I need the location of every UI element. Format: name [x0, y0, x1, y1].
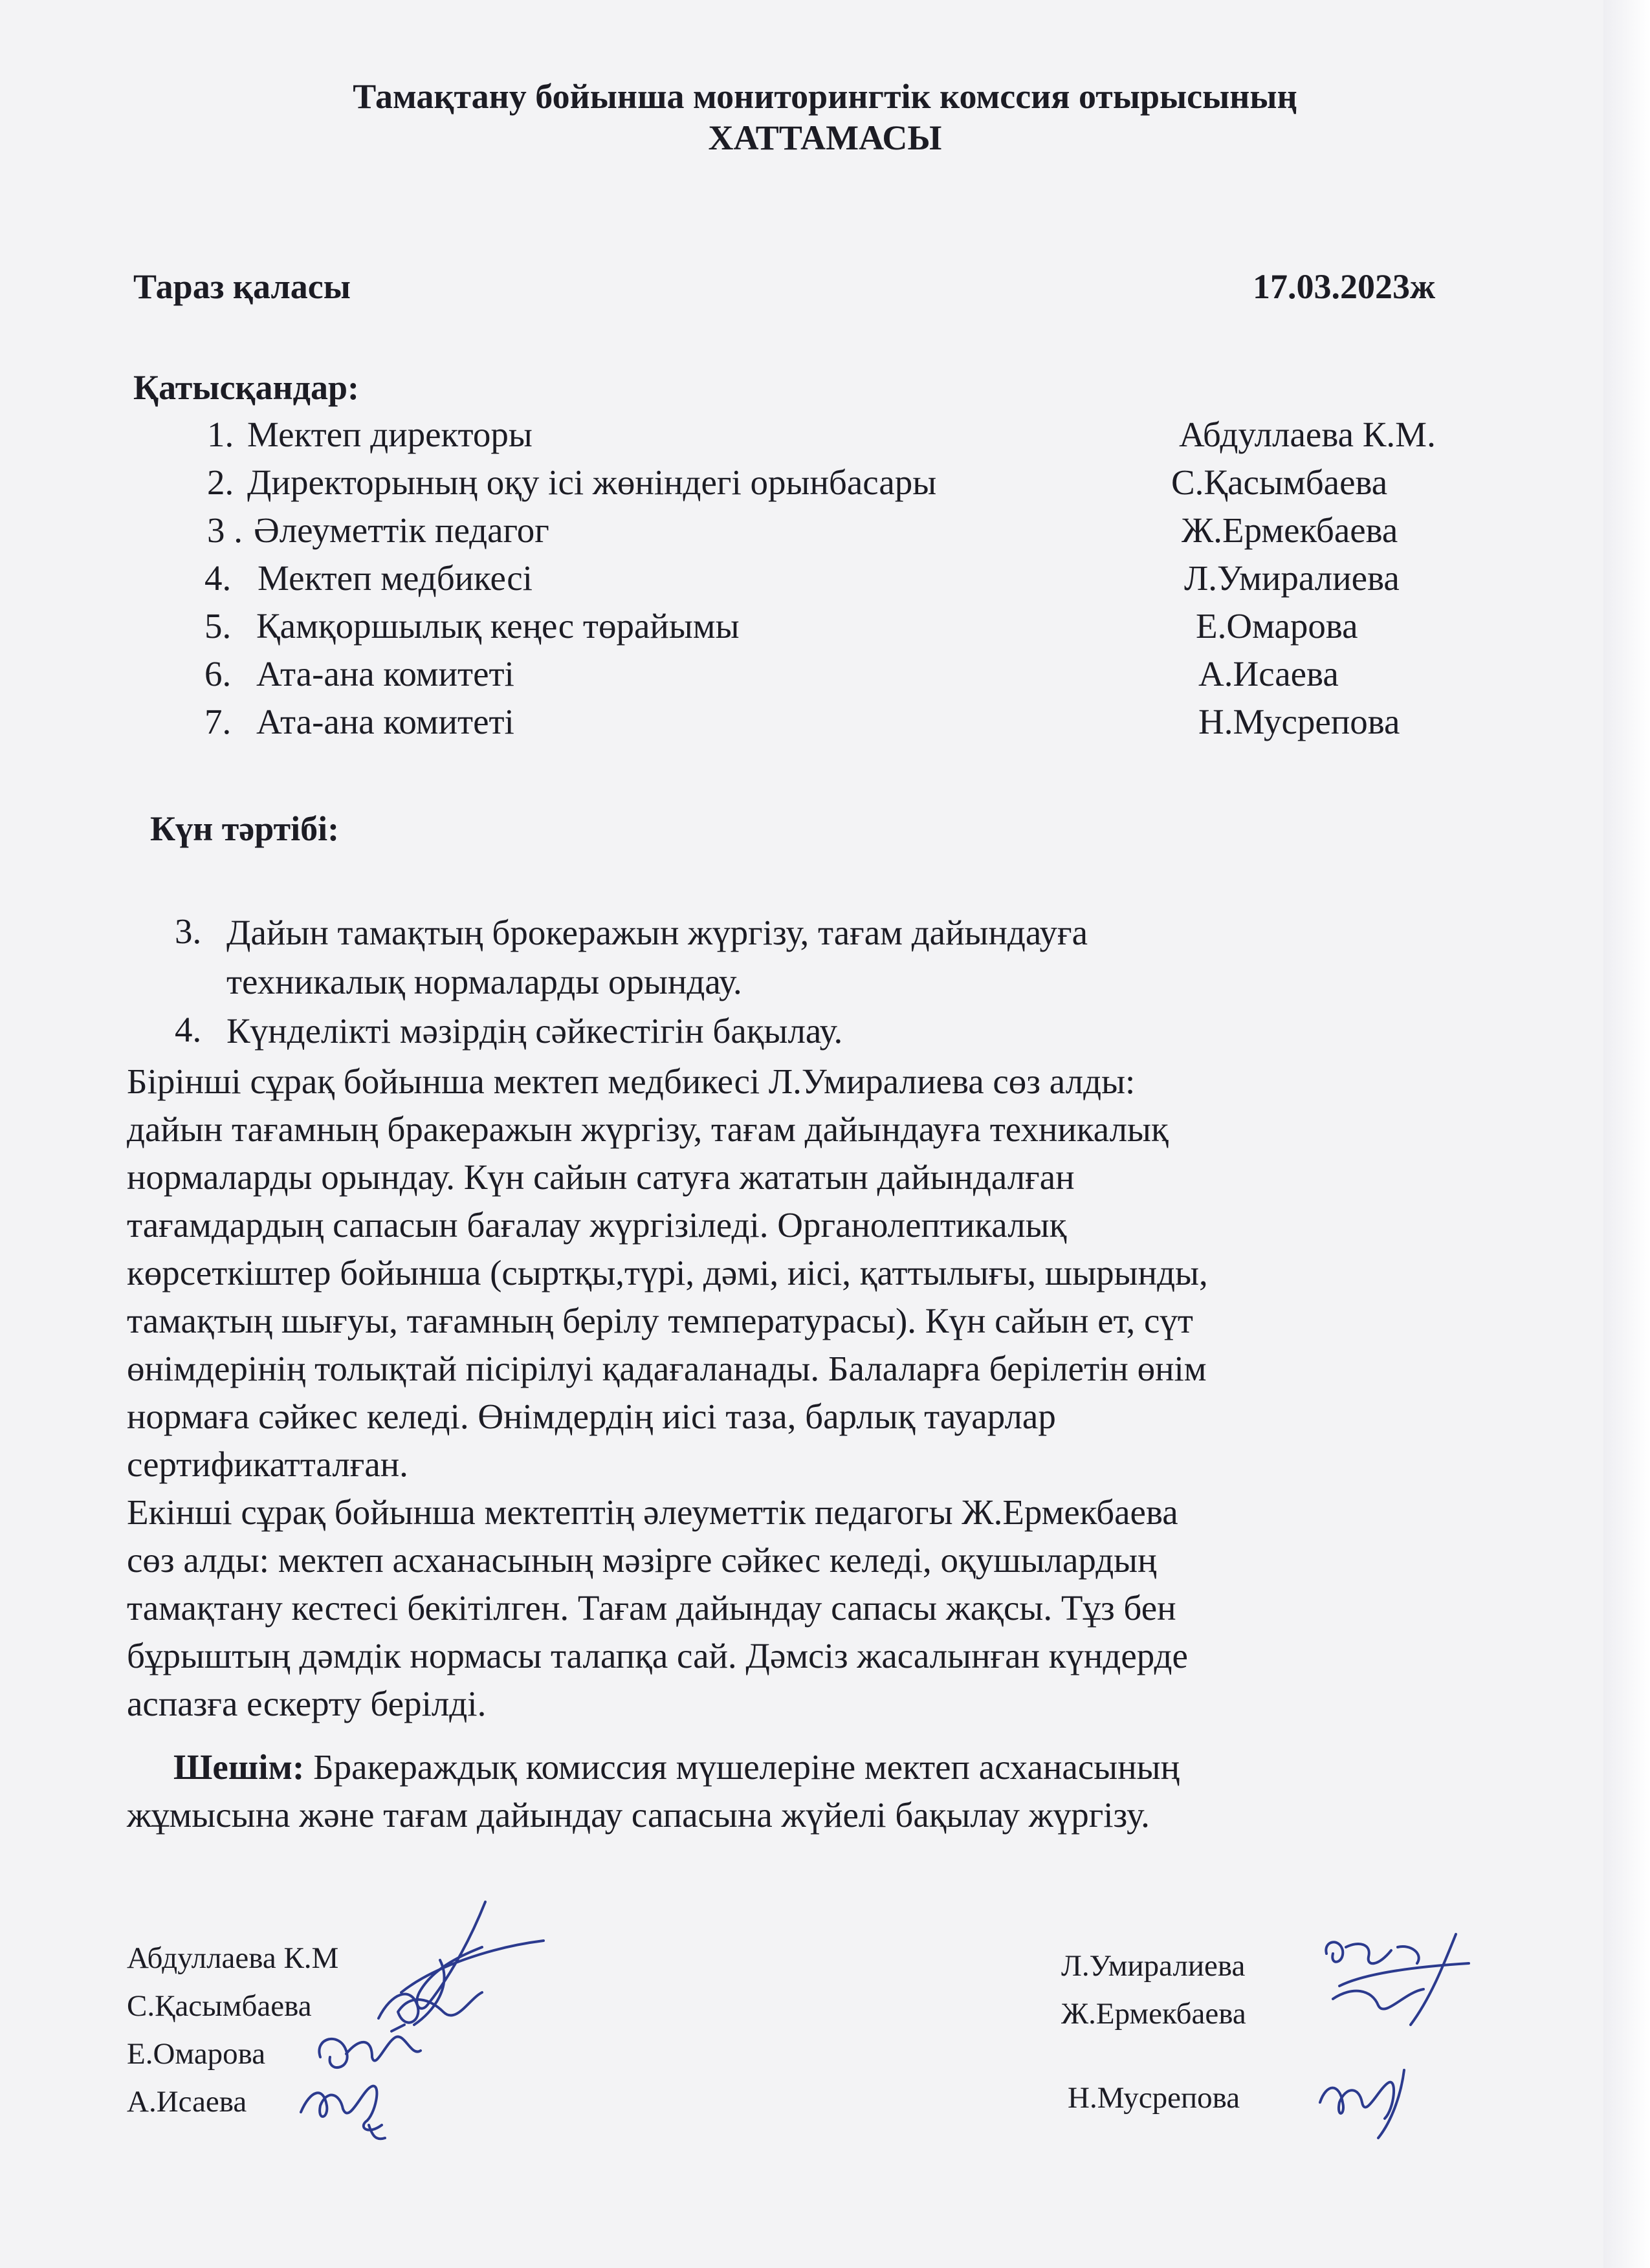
participant-num: 5.: [204, 606, 232, 646]
participant-position: Әлеуметтік педагог: [254, 510, 549, 550]
body-line: өнімдерінің толықтай пісірілуі қадағаланады. Балаларға берілетін өнім: [127, 1349, 1207, 1388]
participant-position: Директорының оқу ісі жөніндегі орынбасары: [247, 463, 937, 502]
decision-text: Бракераждық комиссия мүшелеріне мектеп асханасының: [304, 1747, 1180, 1787]
agenda-item-line: техникалық нормаларды орындау.: [226, 962, 742, 1001]
body-line: тамақтың шығуы, тағамның берілу температурасы). Күн сайын ет, сүт: [127, 1301, 1193, 1340]
signature-isaeva: [291, 2064, 421, 2148]
participant-row: [0, 510, 1650, 555]
body-line: аспазға ескерту берілді.: [127, 1684, 487, 1723]
document-title-protocol: ХАТТАМАСЫ: [708, 118, 942, 157]
participant-name: Ж.Ермекбаева: [1182, 510, 1398, 550]
agenda-num: 4.: [175, 1010, 202, 1049]
participant-name: Л.Умиралиева: [1184, 558, 1400, 598]
participant-name: Н.Мусрепова: [1198, 702, 1400, 741]
agenda-num: 3.: [175, 911, 202, 951]
city: Тараз қаласы: [133, 267, 351, 306]
participant-row: [0, 558, 1650, 603]
participants-heading: Қатысқандар:: [133, 368, 359, 407]
body-line: Бірінші сұрақ бойынша мектеп медбикесі Л.Умиралиева сөз алды:: [127, 1062, 1136, 1101]
participant-name: А.Исаева: [1198, 654, 1339, 693]
body-line: нормаларды орындау. Күн сайын сатуға жататын дайындалған: [127, 1157, 1075, 1197]
participant-num: 3 .: [207, 510, 243, 550]
decision-line: жұмысына және тағам дайындау сапасына жүйелі бақылау жүргізу.: [127, 1795, 1150, 1835]
participant-row: [0, 605, 1650, 651]
body-line: тағамдардың сапасын бағалау жүргізіледі. Органолептикалық: [127, 1205, 1067, 1245]
participant-num: 4.: [204, 558, 232, 598]
signatory-name: Ж.Ермекбаева: [1061, 1997, 1246, 2031]
participant-num: 1.: [207, 415, 234, 454]
agenda-heading: Күн тәртібі:: [150, 809, 340, 848]
body-line: сертификатталған.: [127, 1445, 408, 1484]
body-line: көрсеткіштер бойынша (сыртқы,түрі, дәмі, иісі, қаттылығы, шырынды,: [127, 1253, 1208, 1292]
page-edge: [1603, 0, 1650, 2268]
signatory-name: Н.Мусрепова: [1068, 2081, 1240, 2115]
agenda-item: [226, 1007, 1391, 1056]
participant-name: Е.Омарова: [1196, 606, 1358, 646]
participant-row: [0, 462, 1650, 507]
agenda-item-line: Дайын тамақтың брокеражын жүргізу, тағам дайындауға: [226, 913, 1088, 952]
decision-line: [173, 1747, 1180, 1787]
agenda-item-line: Күнделікті мәзірдің сәйкестігін бақылау.: [226, 1011, 843, 1051]
decision-label: Шешім:: [173, 1747, 305, 1787]
document-title: Тамақтану бойынша мониторингтік комссия отырысының: [353, 77, 1297, 116]
signatory-name: С.Қасымбаева: [127, 1989, 312, 2023]
signatory-name: Л.Умиралиева: [1061, 1949, 1246, 1983]
body-line: тамақтану кестесі бекітілген. Тағам дайындау сапасы жақсы. Тұз бен: [127, 1588, 1176, 1628]
signatory-name: А.Исаева: [127, 2085, 247, 2119]
participant-position: Мектеп директоры: [247, 415, 533, 454]
signatory-name: Е.Омарова: [127, 2037, 266, 2071]
body-line: дайын тағамның бракеражын жүргізу, тағам дайындауға техникалық: [127, 1109, 1169, 1149]
body-line: бұрыштың дәмдік нормасы талапқа сай. Дәмсіз жасалынған күндерде: [127, 1636, 1188, 1675]
participant-position: Ата-ана комитеті: [256, 702, 514, 741]
body-line: нормаға сәйкес келеді. Өнімдердің иісі таза, барлық тауарлар: [127, 1397, 1056, 1436]
participant-num: 7.: [204, 702, 232, 741]
date: 17.03.2023ж: [1253, 267, 1436, 306]
participant-row: [0, 701, 1650, 747]
body-line: Екінші сұрақ бойынша мектептің әлеуметтік педагогы Ж.Ермекбаева: [127, 1492, 1178, 1532]
signature-umiralieva: [1314, 1928, 1488, 2051]
participant-row: [0, 653, 1650, 699]
agenda-item: [226, 908, 1391, 1007]
participant-position: Ата-ана комитеті: [256, 654, 514, 693]
signature-musrepova: [1307, 2057, 1424, 2148]
participant-name: С.Қасымбаева: [1171, 463, 1388, 502]
body-line: сөз алды: мектеп асханасының мәзірге сәйкес келеді, оқушылардың: [127, 1540, 1157, 1580]
participant-num: 2.: [207, 463, 234, 502]
participant-name: Абдуллаева К.М.: [1179, 415, 1436, 454]
participant-position: Мектеп медбикесі: [258, 558, 533, 598]
participant-num: 6.: [204, 654, 232, 693]
signatory-name: Абдуллаева К.М: [127, 1941, 339, 1975]
participant-position: Қамқоршылық кеңес төрайымы: [256, 606, 740, 646]
participant-row: [0, 414, 1650, 459]
